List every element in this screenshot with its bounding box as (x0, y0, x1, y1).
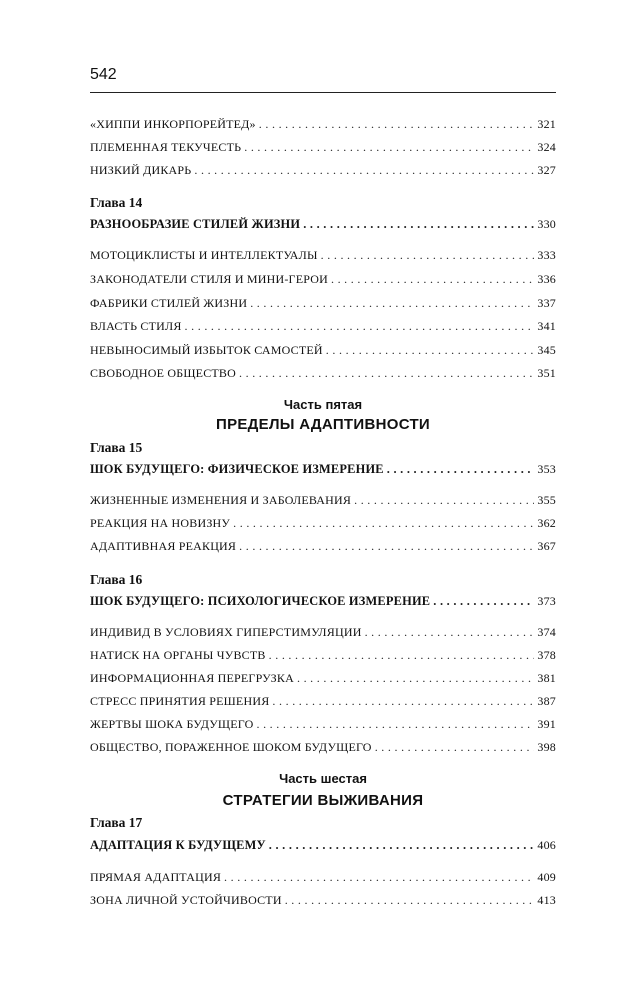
toc-entry-title: ПЛЕМЕННАЯ ТЕКУЧЕСТЬ (90, 140, 244, 155)
toc-entry[interactable] (90, 870, 556, 890)
dot-leader (331, 272, 534, 287)
toc-entry-title: ИНДИВИД В УСЛОВИЯХ ГИПЕРСТИМУЛЯЦИИ (90, 625, 365, 640)
toc-entry-page: 351 (537, 366, 556, 380)
toc-entry-title: НЕВЫНОСИМЫЙ ИЗБЫТОК САМОСТЕЙ (90, 343, 326, 358)
dot-leader (303, 217, 534, 232)
dot-leader (365, 625, 535, 640)
toc-page (90, 0, 556, 1000)
toc-entry-page: 327 (537, 163, 556, 177)
toc-entry[interactable] (90, 740, 556, 760)
toc-entry[interactable] (90, 493, 556, 513)
dot-leader (250, 296, 534, 311)
chapter-label: Глава 16 (90, 572, 143, 587)
header-rule (90, 92, 556, 93)
dot-leader (224, 870, 534, 885)
toc-entry-title: «ХИППИ ИНКОРПОРЕЙТЕД» (90, 117, 259, 132)
toc-entry-page: 324 (537, 140, 556, 154)
toc-entry-title: СВОБОДНОЕ ОБЩЕСТВО (90, 366, 239, 381)
dot-leader (239, 539, 534, 554)
toc-entry-title: ЗАКОНОДАТЕЛИ СТИЛЯ И МИНИ-ГЕРОИ (90, 272, 331, 287)
dot-leader (326, 343, 535, 358)
chapter-title-entry[interactable] (90, 594, 556, 614)
toc-entry[interactable] (90, 539, 556, 559)
dot-leader (297, 671, 534, 686)
toc-entry-title: ЗОНА ЛИЧНОЙ УСТОЙЧИВОСТИ (90, 893, 285, 908)
part-label: Часть пятая (283, 397, 363, 412)
toc-entry-page: 374 (537, 625, 556, 639)
part-title: ПРЕДЕЛЫ АДАПТИВНОСТИ (215, 416, 431, 433)
toc-entry[interactable] (90, 117, 556, 137)
chapter-title: ШОК БУДУЩЕГО: ФИЗИЧЕСКОЕ ИЗМЕРЕНИЕ (90, 462, 387, 477)
toc-entry[interactable] (90, 717, 556, 737)
toc-entry-title: НИЗКИЙ ДИКАРЬ (90, 163, 194, 178)
toc-entry-page: 341 (537, 319, 556, 333)
dot-leader (239, 366, 534, 381)
toc-entry-page: 413 (537, 893, 556, 907)
toc-entry[interactable] (90, 671, 556, 691)
dot-leader (285, 893, 535, 908)
toc-entry-page: 409 (537, 870, 556, 884)
toc-entry[interactable] (90, 893, 556, 913)
toc-entry-title: ВЛАСТЬ СТИЛЯ (90, 319, 185, 334)
page-number: 542 (90, 66, 117, 83)
part-label: Часть шестая (279, 771, 367, 786)
toc-entry[interactable] (90, 648, 556, 668)
toc-entry-title: СТРЕСС ПРИНЯТИЯ РЕШЕНИЯ (90, 694, 272, 709)
toc-entry-title: АДАПТИВНАЯ РЕАКЦИЯ (90, 539, 239, 554)
toc-entry-page: 336 (537, 272, 556, 286)
dot-leader (233, 516, 534, 531)
part-title: СТРАТЕГИИ ВЫЖИВАНИЯ (222, 792, 424, 809)
dot-leader (269, 838, 535, 853)
chapter-label: Глава 15 (90, 440, 143, 455)
toc-entry-page: 387 (537, 694, 556, 708)
dot-leader (256, 717, 534, 732)
toc-entry[interactable] (90, 516, 556, 536)
dot-leader (321, 248, 535, 263)
toc-entry-title: ПРЯМАЯ АДАПТАЦИЯ (90, 870, 224, 885)
chapter-page: 373 (537, 594, 556, 608)
toc-entry-page: 333 (537, 248, 556, 262)
chapter-title-entry[interactable] (90, 217, 556, 237)
toc-entry-page: 367 (537, 539, 556, 553)
toc-entry-title: ИНФОРМАЦИОННАЯ ПЕРЕГРУЗКА (90, 671, 297, 686)
toc-entry-page: 398 (537, 740, 556, 754)
dot-leader (185, 319, 535, 334)
chapter-title: АДАПТАЦИЯ К БУДУЩЕМУ (90, 838, 269, 853)
toc-entry[interactable] (90, 296, 556, 316)
toc-entry-title: МОТОЦИКЛИСТЫ И ИНТЕЛЛЕКТУАЛЫ (90, 248, 321, 263)
chapter-title: РАЗНООБРАЗИЕ СТИЛЕЙ ЖИЗНИ (90, 217, 303, 232)
toc-entry[interactable] (90, 319, 556, 339)
toc-entry[interactable] (90, 140, 556, 160)
chapter-title: ШОК БУДУЩЕГО: ПСИХОЛОГИЧЕСКОЕ ИЗМЕРЕНИЕ (90, 594, 433, 609)
dot-leader (354, 493, 534, 508)
toc-entry[interactable] (90, 163, 556, 183)
toc-entry-page: 345 (537, 343, 556, 357)
toc-entry-page: 381 (537, 671, 556, 685)
dot-leader (269, 648, 535, 663)
toc-entry[interactable] (90, 625, 556, 645)
toc-entry-page: 355 (537, 493, 556, 507)
toc-entry[interactable] (90, 366, 556, 386)
toc-entry-page: 321 (537, 117, 556, 131)
toc-entry[interactable] (90, 248, 556, 268)
chapter-page: 330 (537, 217, 556, 231)
toc-entry-title: ЖИЗНЕННЫЕ ИЗМЕНЕНИЯ И ЗАБОЛЕВАНИЯ (90, 493, 354, 508)
toc-entry[interactable] (90, 694, 556, 714)
toc-entry-title: ЖЕРТВЫ ШОКА БУДУЩЕГО (90, 717, 256, 732)
toc-entry-title: ОБЩЕСТВО, ПОРАЖЕННОЕ ШОКОМ БУДУЩЕГО (90, 740, 375, 755)
dot-leader (194, 163, 534, 178)
toc-entry[interactable] (90, 343, 556, 363)
toc-entry[interactable] (90, 272, 556, 292)
chapter-page: 406 (537, 838, 556, 852)
dot-leader (375, 740, 535, 755)
dot-leader (244, 140, 534, 155)
chapter-label: Глава 14 (90, 195, 143, 210)
chapter-page: 353 (537, 462, 556, 476)
toc-entry-page: 378 (537, 648, 556, 662)
toc-entry-title: ФАБРИКИ СТИЛЕЙ ЖИЗНИ (90, 296, 250, 311)
dot-leader (259, 117, 535, 132)
toc-entry-title: НАТИСК НА ОРГАНЫ ЧУВСТВ (90, 648, 269, 663)
toc-entry-page: 337 (537, 296, 556, 310)
toc-entry-page: 362 (537, 516, 556, 530)
chapter-title-entry[interactable] (90, 462, 556, 482)
toc-entry-page: 391 (537, 717, 556, 731)
chapter-title-entry[interactable] (90, 838, 556, 858)
dot-leader (433, 594, 534, 609)
dot-leader (272, 694, 534, 709)
toc-entry-title: РЕАКЦИЯ НА НОВИЗНУ (90, 516, 233, 531)
chapter-label: Глава 17 (90, 815, 143, 830)
dot-leader (387, 462, 535, 477)
